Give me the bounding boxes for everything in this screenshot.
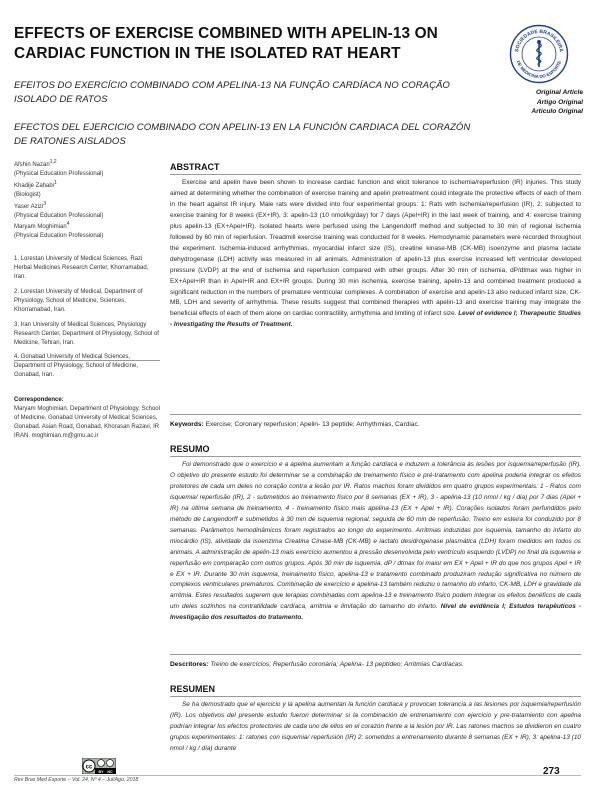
- correspondence-text: Maryam Moghimian. Department of Physiology, School of Medicine, Gonabad University of Medical Sciences, Gonabad. Asian Road, Gonabad, Khorasan Razavi, IR IRAN. moghimian.m@gmu.ac.ir: [14, 406, 160, 439]
- sbme-seal-icon: [509, 24, 569, 84]
- resumen-body: [170, 700, 581, 764]
- author-role: (Biologist): [14, 191, 41, 198]
- abstract-evidence-level: Level of evidence I; Therapeutic Studies - Investigating the Results of Treatment.: [170, 310, 581, 329]
- abstract-rule: [170, 174, 581, 175]
- resumo-body: [170, 460, 581, 624]
- descritores-rule: [170, 654, 581, 655]
- logo-text-top: SOCIEDADE BRASILEIRA: [514, 28, 564, 53]
- license-by-label: BY: [98, 769, 104, 774]
- descritores-text: Treino de exercícios; Reperfusão coronária; Apelina- 13 peptídeo; Arritmias Cardíacas.: [210, 661, 464, 668]
- affiliation: 2. Lorestan University of Medical, Department of Physiology, School of Medicine, Sciences, Khorramabad, Iran.: [14, 288, 143, 313]
- resumo-heading: RESUMO: [170, 444, 210, 454]
- article-type-en: Original Article: [535, 89, 583, 96]
- resumen-heading: RESUMEN: [170, 684, 216, 694]
- page-number: 273: [543, 766, 560, 777]
- author-sidebar: [14, 158, 160, 441]
- article-type-pt: Artigo Original: [536, 98, 583, 106]
- author-entry: Afshin Nazari$^{1,2}$: [14, 159, 57, 168]
- resumen-rule: [170, 696, 581, 697]
- author-role: (Physical Education Professional): [14, 212, 104, 219]
- affiliation: 4. Gonabad University of Medical Sciences, Department of Physiology, School of Medicine, Gonabad, Iran.: [14, 354, 138, 379]
- resumen-text: Se ha demostrado que el ejercicio y la apelina aumentan la función cardíaca y provocan tolerancia a las lesiones por isquemia/reperfusión (IR). Los objetivos del presente estudio fueron determinar si la combinación de entrenamiento con ejercicio y pre-tratamiento con apelina podrían integrar los efectos protectores de cada uno de ellos en el corazón frente a la lesión por IR. Las ratones machos se dividieron en cuatro grupos experimentales: 1: ratones con isquemia/ reperfusión (IR) 2: sometidos a entrenamiento durante 8 semanas (EX + IR), 3: apelina-13 (10 nmol / kg / día) durante: [170, 701, 581, 752]
- author-role: (Physical Education Professional): [14, 233, 104, 240]
- author-entry: Khadije Zahabi$^1$: [14, 179, 57, 189]
- resumo-evidence-level: Nível de evidência I; Estudos terapêuticos - Investigação dos resultados do tratamento.: [170, 603, 581, 622]
- spanish-title: EFECTOS DEL EJERCICIO COMBINADO CON APELIN-13 EN LA FUNCIÓN CARDIACA DEL CORAZÓN DE RATONES AISLADOS: [14, 122, 471, 147]
- article-type-labels: [480, 88, 583, 117]
- author-entry: Maryam Moghimian$^4$: [14, 221, 70, 231]
- abstract-heading: ABSTRACT: [170, 162, 220, 172]
- affiliation: 1. Lorestan University of Medical Sciences, Razi Herbal Medicines Research Center, Khorramabad, Iran.: [14, 256, 149, 281]
- keywords-text: Exercise; Coronary reperfusion; Apelin- 13 peptide; Arrhythmias, Cardiac.: [205, 421, 420, 428]
- logo-text-bottom: DE MEDICINA DO ESPORTE: [515, 59, 563, 80]
- article-type-es: Artículo Original: [531, 108, 583, 115]
- creative-commons-by-nc-icon: [82, 758, 116, 774]
- abstract-text: Exercise and apelin have been shown to increase cardiac function and elicit tolerance to ischemia/reperfusion (IR) injuries. This study aimed at determining whether the combination of exercise training and apelin pretreatment could integrate the protective effects of each of them in the heart against IR injury. Male rats were divided into four experimental groups: 1: Rats with ischemia/reperfusion (IR), 2: subjected to exercise training for 8 weeks (EX+IR), 3: apelin-13 (10 nmol/kg/day) for 7 days (Apel+IR) in the last week of training, and 4: exercise training plus apelin-13 (EX+Apel+IR). Isolated hearts were perfused using the Langendorff method and subjected to 30 min of regional ischemia followed by 60 min of reperfusion. Treadmill exercise training was conducted for 8 weeks. Hemodynamic parameters were recorded throughout the experiment. Ischemia-induced arrhythmias, myocardial infarct size (IS), creatine kinase-MB (CK-MB) isoenzyme and plasma lactate dehydrogenase (LDH) activity was measured in all animals. Administration of apelin-13 plus exercise increased left ventricular developed pressure (LVDP) at the end of ischemia and reperfusion compared with other groups. After 30 min of ischemia, dP/dtmax was higher in EX+Apel+IR than in Apel+IR and EX+IR groups. During 30 min ischemia, exercise training, apelin-13 and combined treatment produced a significant reduction in the numbers of premature ventricular complexes. A combination of exercise and apelin-13 also reduced infarct size, CK-MB, LDH and severity of arrhythmia. These results suggest that combined therapies with apelin-13 and exercise training may integrate the beneficial effects of each of them alone on cardiac contractility, arrhythmia and limiting of infarct size.: [170, 179, 581, 318]
- resumo-rule: [170, 456, 581, 457]
- abstract-body: [170, 178, 581, 331]
- sidebar-divider: [14, 360, 160, 361]
- descritores-label: Descritores:: [170, 661, 209, 668]
- resumo-keywords: [170, 660, 581, 670]
- abstract-keywords: [170, 420, 581, 430]
- author-list: [14, 158, 160, 241]
- journal-footer: Rev Bras Med Esporte – Vol. 24, Nº 4 – Jul/Ago, 2018: [14, 777, 139, 783]
- keywords-rule: [170, 414, 581, 415]
- affiliation: 3. Iran University of Medical Sciences, Physiology Research Center, Department of Physiology, School of Medicine, Tehran, Iran.: [14, 321, 159, 346]
- keywords-label: Keywords:: [170, 421, 204, 428]
- author-entry: Yaser Azizi$^3$: [14, 200, 47, 210]
- license-nc-label: NC: [107, 769, 113, 774]
- correspondence-heading: Correspondence:: [14, 397, 64, 404]
- article-title: EFFECTS OF EXERCISE COMBINED WITH APELIN-13 ON CARDIAC FUNCTION IN THE ISOLATED RAT HEART: [14, 25, 438, 62]
- author-role: (Physical Education Professional): [14, 170, 104, 177]
- portuguese-title: EFEITOS DO EXERCÍCIO COMBINADO COM APELINA-13 NA FUNÇÃO CARDÍACA NO CORAÇÃO ISOLADO DE RATOS: [14, 80, 450, 105]
- resumo-text: Foi demonstrado que o exercício e a apelina aumentam a função cardíaca e induzem a tolerância às lesões por isquemia/reperfusão (IR). O objetivo do presente estudo foi determinar se a combinação de treinamento físico e pré-tratamento com apelina poderia integrar os efeitos protetores de cada um deles no coração contra a lesão por IR. Ratos machos foram divididos em quatro grupos experimentais: 1 - Ratos com isquemia/ reperfusão (IR), 2 - submetidos ao treinamento físico por 8 semanas (EX + IR), 3 - apelina-13 (10 nmol / kg / dia) por 7 dias (Apel + IR) na última semana de treinamento, 4 - treinamento físico mais apelina-13 (EX + Apel + IR). Corações isolados foram perfundidos pelo método de Langendorff e submetidos à 30 min de isquemia regional, seguida de 60 min de reperfusão. Treino em esteira foi conduzido por 8 semanas. Parâmetros hemodinâmicos foram registrados ao longo do experimento. Arritmias induzidas por isquemia, tamanho do infarto do miocárdio (IS), atividade da isoenzima Creatina Cinase-MB (CK-MB) e lactato desidrogenase plasmática (LDH) foram medidos em todos os animais. A administração de apelin-13 mais exercício aumentou a pressão desenvolvida pelo ventrículo esquerdo (LVDP) no final da isquemia e reperfusão em comparação com outros grupos. Após 30 min de isquemia, dP / dtmax foi maior em EX + Apel + IR do que nos grupos Apel + IR e EX + IR. Durante 30 min isquemia, treinamento físico, apelina-13 e tratamento combinado produziram redução significativa no número de complexos ventriculares prematuros. Combinação de exercício e apelina-13 também reduziu o tamanho do infarto, CK-MB, LDH e gravidade da arritmia. Estes resultados sugerem que terapias combinadas com apelina-13 e treinamento físico podem integrar os efeitos benéficos de cada um deles sozinhos na contratilidade cardíaca, arritmia e limitação do tamanho do infarto.: [170, 461, 581, 611]
- svg-text:cc: cc: [85, 764, 93, 771]
- footer-rule: [14, 775, 581, 776]
